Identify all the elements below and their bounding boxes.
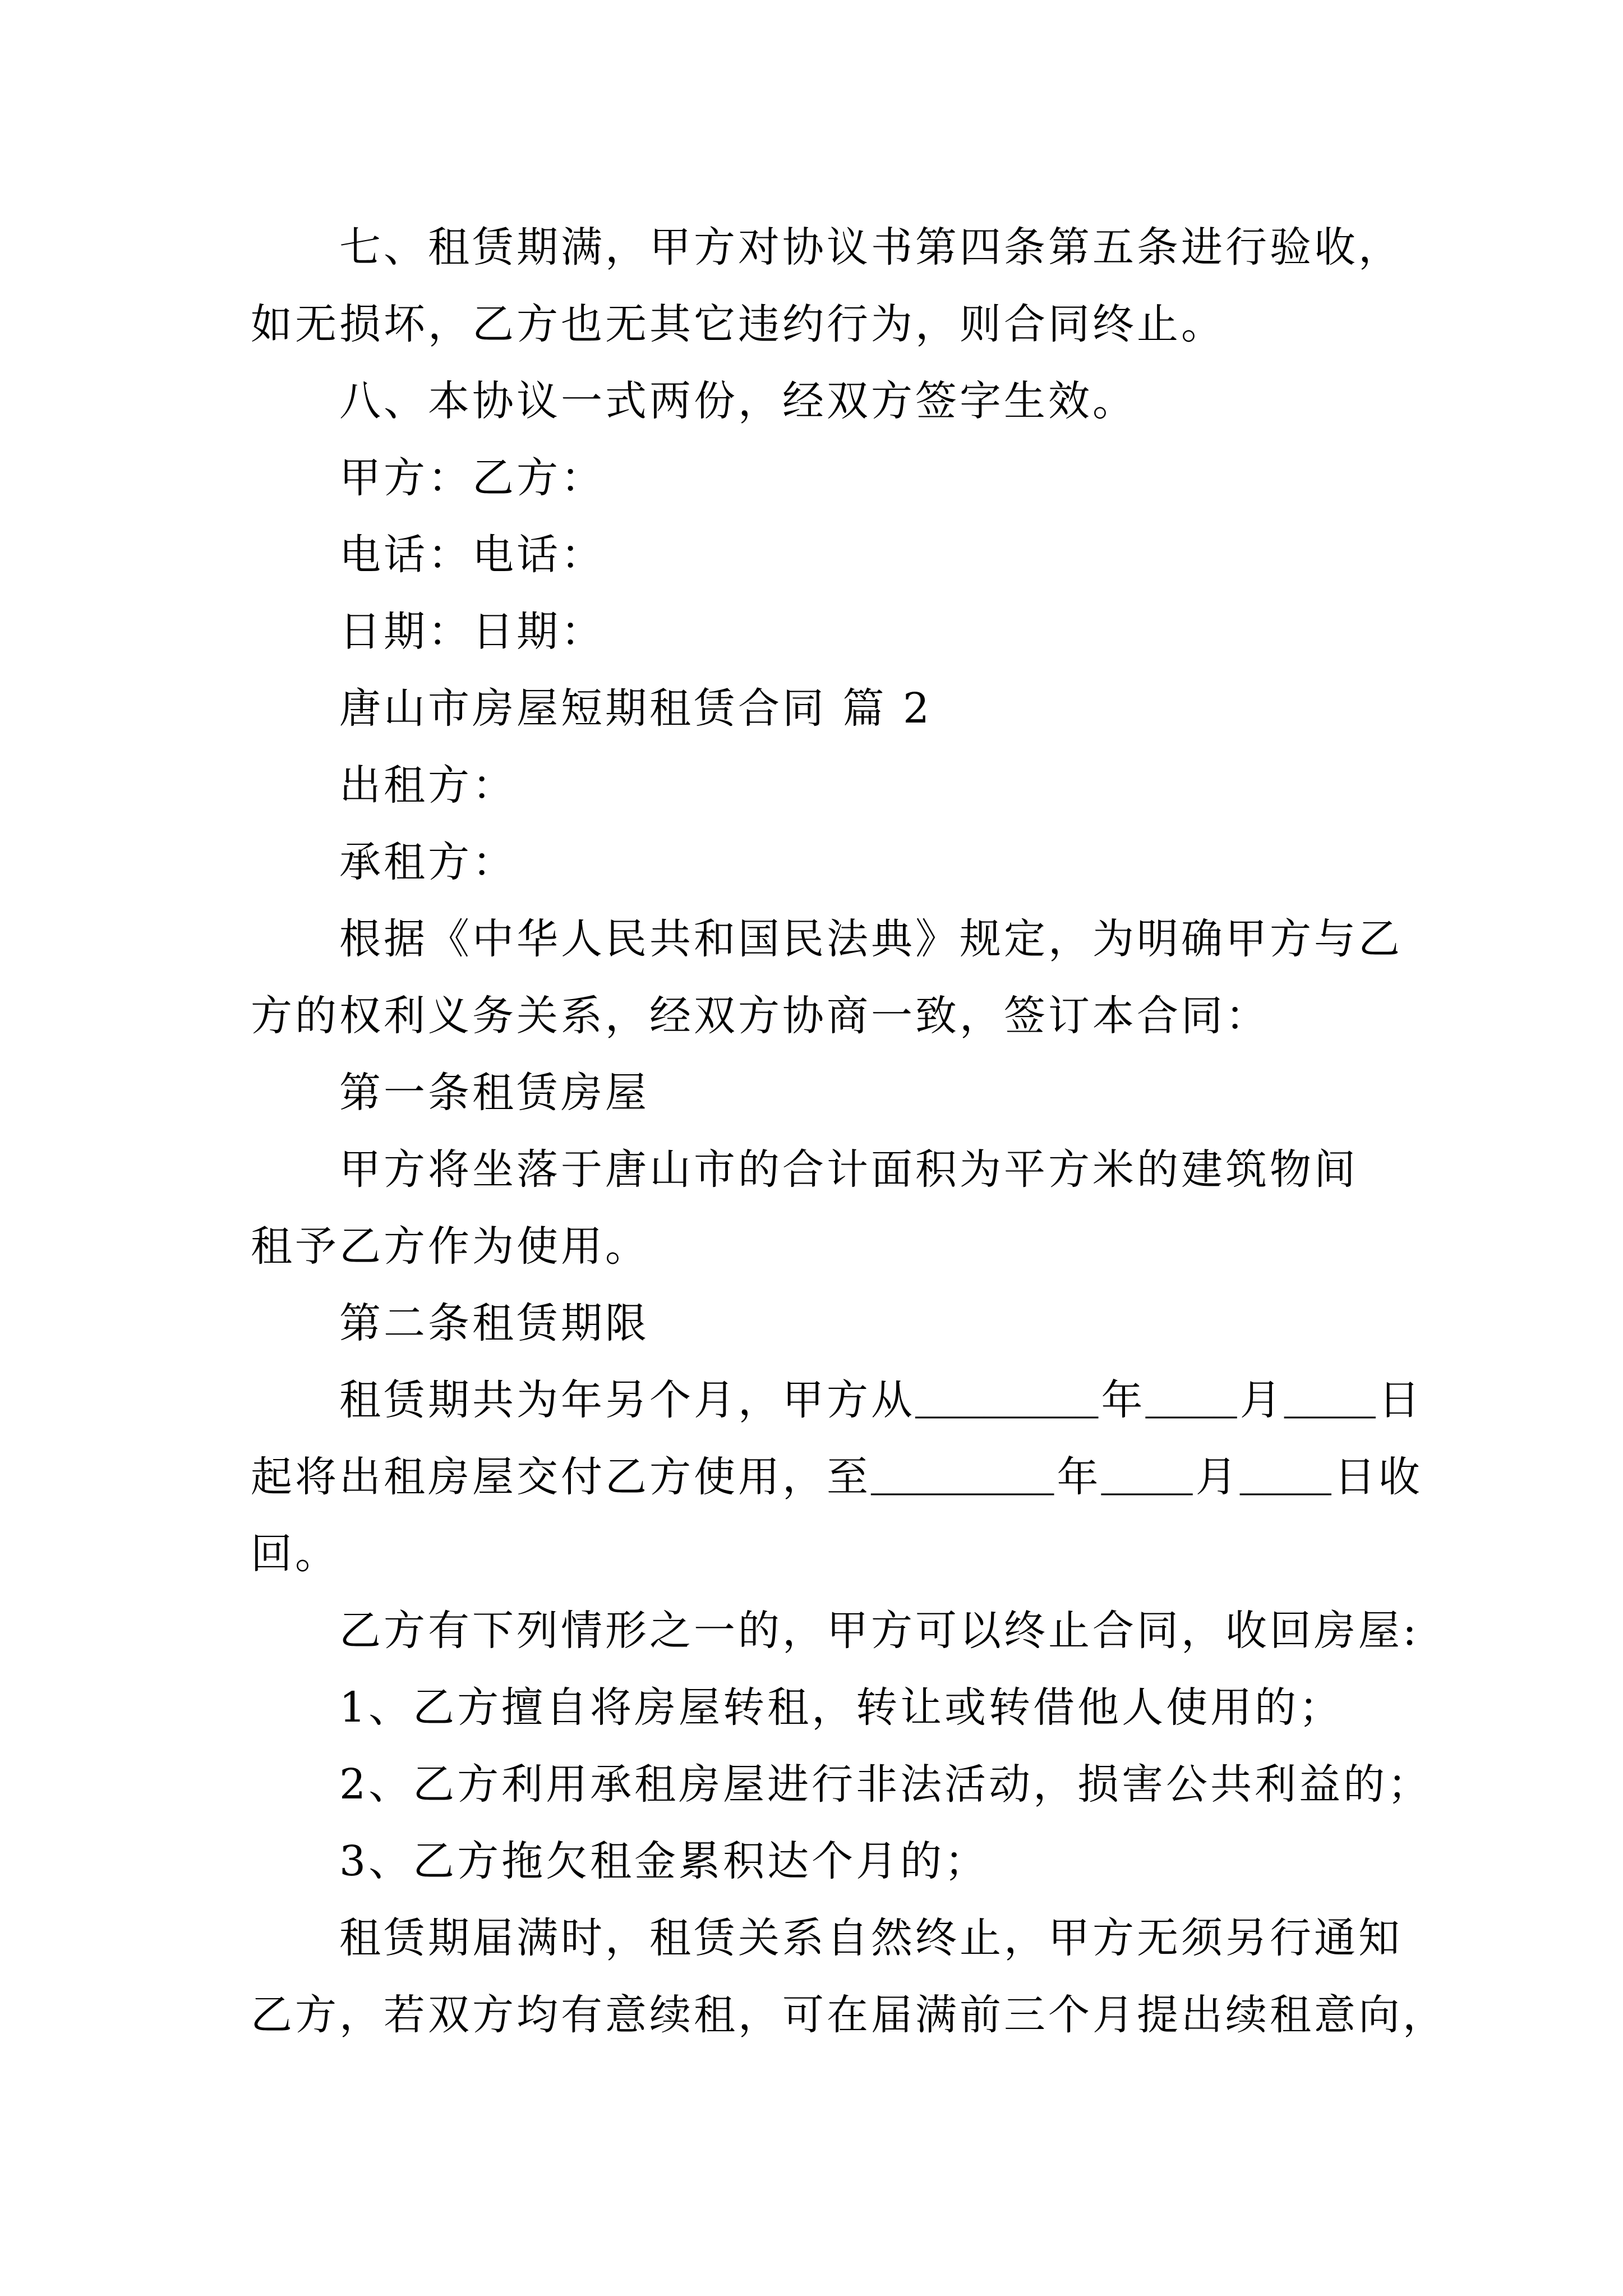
fill-in-blank: ____ [1239, 1460, 1331, 1503]
phone-signature-line [251, 517, 1541, 593]
article-2-heading [251, 1285, 1541, 1362]
fill-in-blank: ________ [871, 1460, 1054, 1503]
article-1-paragraph [251, 1131, 1541, 1285]
text-line: 乙方，若双方均有意续租，可在届满前三个月提出续租意向， [251, 1991, 1447, 2039]
fill-in-blank: ____ [1145, 1383, 1237, 1426]
text-line: 租赁期共为年另个月，甲方从________年____月____日 [339, 1376, 1423, 1426]
text-line: 方的权利义务关系，经双方协商一致，签订本合同： [251, 992, 1270, 1040]
text-line: 1、乙方擅自将房屋转租，转让或转借他人使用的； [339, 1683, 1344, 1732]
text-line: 2、乙方利用承租房屋进行非法活动，损害公共利益的； [339, 1760, 1432, 1809]
text-line: 七、租赁期满，甲方对协议书第四条第五条进行验收， [339, 223, 1403, 272]
text-line: 承租方： [339, 838, 517, 886]
text-line: 八、本协议一式两份，经双方签字生效。 [339, 377, 1137, 425]
termination-condition-1 [251, 1669, 1541, 1746]
lessee-field [251, 824, 1541, 901]
text-line: 起将出租房屋交付乙方使用，至________年____月____日收 [251, 1453, 1423, 1503]
text-line: 第一条租赁房屋 [339, 1069, 649, 1117]
text-line: 甲方将坐落于唐山市的合计面积为平方米的建筑物间 [339, 1145, 1358, 1194]
contract-title [251, 670, 1541, 747]
document-body [251, 209, 1541, 2054]
termination-condition-3 [251, 1823, 1541, 1900]
text-line: 第二条租赁期限 [339, 1299, 649, 1347]
text-line: 乙方有下列情形之一的，甲方可以终止合同，收回房屋: [339, 1607, 1419, 1655]
date-signature-line [251, 593, 1541, 670]
fill-in-blank: ____ [1284, 1383, 1376, 1426]
text-line: 电话：电话： [339, 531, 605, 579]
article-1-heading [251, 1055, 1541, 1131]
text-line: 出租方： [339, 761, 517, 809]
clause-8-paragraph [251, 363, 1541, 440]
fill-in-blank: ________ [915, 1383, 1099, 1426]
preamble-paragraph [251, 901, 1541, 1055]
text-line: 唐山市房屋短期租赁合同 篇 2 [339, 684, 933, 733]
text-line: 租予乙方作为使用。 [251, 1222, 649, 1271]
text-line: 3、乙方拖欠租金累积达个月的； [339, 1837, 989, 1885]
text-line: 根据《中华人民共和国民法典》规定，为明确甲方与乙 [339, 915, 1403, 963]
text-line: 日期：日期： [339, 608, 605, 656]
termination-condition-2 [251, 1746, 1541, 1823]
text-line: 如无损坏，乙方也无其它违约行为，则合同终止。 [251, 300, 1225, 348]
termination-conditions-intro [251, 1593, 1541, 1669]
text-line: 甲方：乙方： [339, 454, 605, 502]
lease-expiry-paragraph [251, 1900, 1541, 2054]
fill-in-blank: ____ [1101, 1460, 1193, 1503]
article-2-paragraph [251, 1362, 1541, 1593]
clause-7-paragraph [251, 209, 1541, 363]
text-line: 租赁期届满时，租赁关系自然终止，甲方无须另行通知 [339, 1914, 1403, 1962]
party-signature-line [251, 440, 1541, 517]
lessor-field [251, 747, 1541, 824]
text-line: 回。 [251, 1530, 339, 1578]
